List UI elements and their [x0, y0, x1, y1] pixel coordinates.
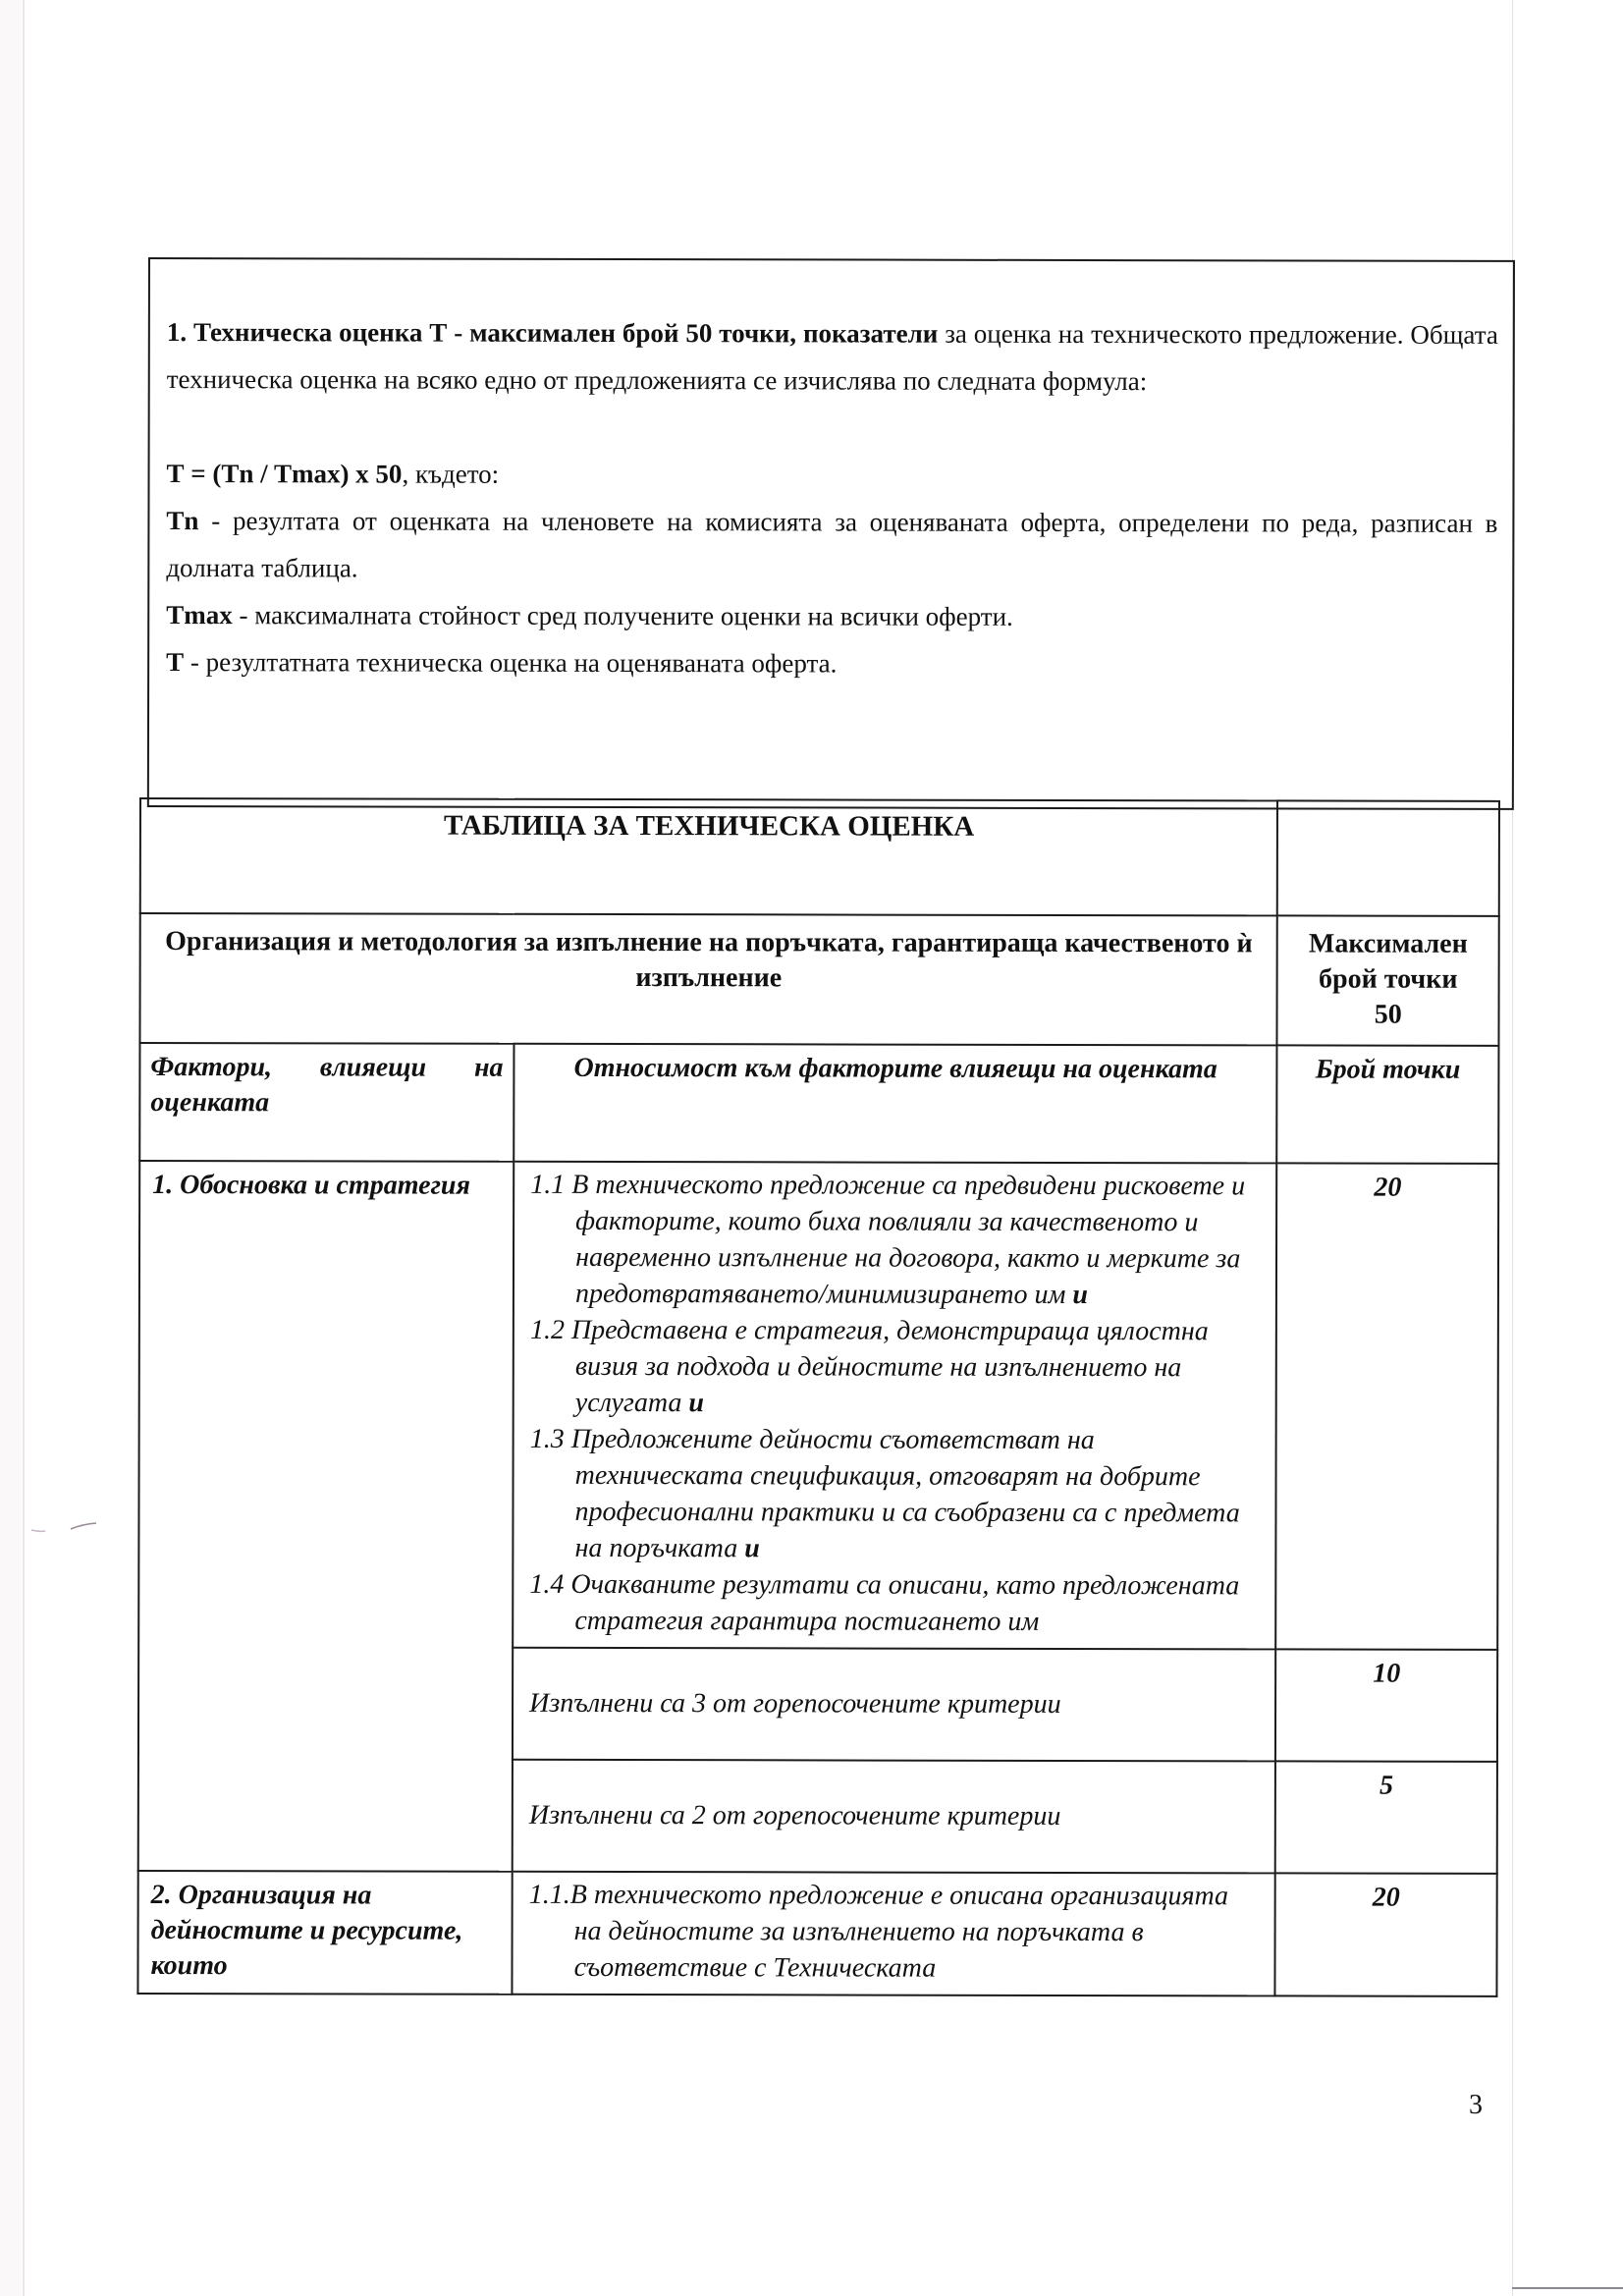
criterion-item: 1.1 В техническото предложение са предвидени рисковете и факторите, които биха повлияли за качественото и навременно изпълнение на договора, както и мерките за предотвратяването/минимизирането им и — [530, 1169, 1246, 1311]
definition-t — [166, 638, 1497, 688]
formula-line — [166, 450, 1497, 500]
criterion-item: 1.3 Предложените дейности съответстват на техническата спецификация, отговарят на добрите професионални практики и са съобразени са с предмета на поръчката и — [529, 1423, 1240, 1564]
definition-text: - резултата от оценката на членовете на комисията за оценяваната оферта, определени по реда, разписан в долната таблица. — [166, 506, 1498, 583]
max-points-cell — [1277, 915, 1499, 1045]
alternative-criterion: Изпълнени са 3 от горепосочените критерии — [513, 1648, 1275, 1762]
max-points-value: 50 — [1374, 999, 1402, 1030]
formula: Т = (Тn / Tmax) x 50 — [166, 459, 403, 489]
table-row — [138, 1161, 1498, 1650]
criterion-item: 1.4 Очакваните резултати са описани, като предложената стратегия гарантира постигането им — [529, 1568, 1240, 1637]
table-header-row — [139, 1043, 1498, 1164]
alternative-criterion: Изпълнени са 2 от горепосочените критерии — [513, 1760, 1275, 1874]
header-relevance: Относимост към факторите влияещи на оценката — [514, 1044, 1276, 1164]
factor-cell: 2. Организация на дейностите и ресурсите, които — [137, 1871, 512, 1995]
table-subtitle: Организация и методология за изпълнение на поръчката, гарантираща качественото ѝ изпълнение — [139, 913, 1277, 1045]
header-points: Брой точки — [1277, 1045, 1499, 1163]
points-cell: 20 — [1276, 1163, 1499, 1649]
criterion-item: 1.2 Представена е стратегия, демонстрираща цялостна визия за подхода и дейностите на изпълнението на услугата и — [529, 1314, 1209, 1419]
max-points-label: Максимален брой точки — [1308, 928, 1468, 995]
page-number: 3 — [1469, 2090, 1483, 2120]
intro-paragraph-rest: за оценка на техническото предложение. Общата техническа оценка на всяко едно от предложенията се изчислява по следната формула: — [166, 318, 1498, 397]
criteria-cell — [513, 1162, 1276, 1650]
intro-box — [147, 257, 1515, 810]
table-subtitle-row — [139, 913, 1498, 1046]
definition-tmax — [166, 591, 1497, 641]
definition-term: Tmax — [166, 600, 233, 630]
definition-term: Тn — [166, 506, 199, 536]
technical-evaluation-table — [136, 797, 1500, 1997]
table-title: ТАБЛИЦА ЗА ТЕХНИЧЕСКА ОЦЕНКА — [140, 798, 1278, 915]
scan-bottom-line — [1512, 2287, 1623, 2289]
table-title-row — [140, 798, 1499, 916]
definition-text: - максималната стойност сред получените оценки на всички оферти. — [232, 600, 1013, 631]
points-cell: 5 — [1275, 1761, 1497, 1873]
points-cell: 20 — [1275, 1873, 1497, 1995]
points-cell: 10 — [1275, 1649, 1497, 1761]
formula-suffix: , където: — [402, 459, 500, 489]
intro-paragraph — [167, 308, 1498, 406]
scan-edge-line — [23, 0, 25, 2296]
intro-bold-lead: 1. Техническа оценка Т - максимален брой 50 точки, показатели — [166, 317, 939, 349]
empty-cell — [1277, 800, 1499, 915]
definition-text: - резултатната техническа оценка на оценяваната оферта. — [184, 647, 838, 679]
definition-tn — [166, 497, 1497, 594]
table-row — [137, 1871, 1496, 1996]
definition-term: Т — [166, 647, 185, 678]
intro-text — [166, 308, 1498, 688]
factor-cell: 1. Обосновка и стратегия — [138, 1161, 514, 1872]
criteria-cell: 1.1.В техническото предложение е описана организацията на дейностите за изпълнението на поръчката в съответствие с Техническата — [513, 1872, 1276, 1996]
scan-edge — [0, 0, 22, 2296]
header-factors: Фактори, влияещи на оценката — [139, 1043, 514, 1162]
scan-artifact-mark — [29, 1520, 98, 1534]
